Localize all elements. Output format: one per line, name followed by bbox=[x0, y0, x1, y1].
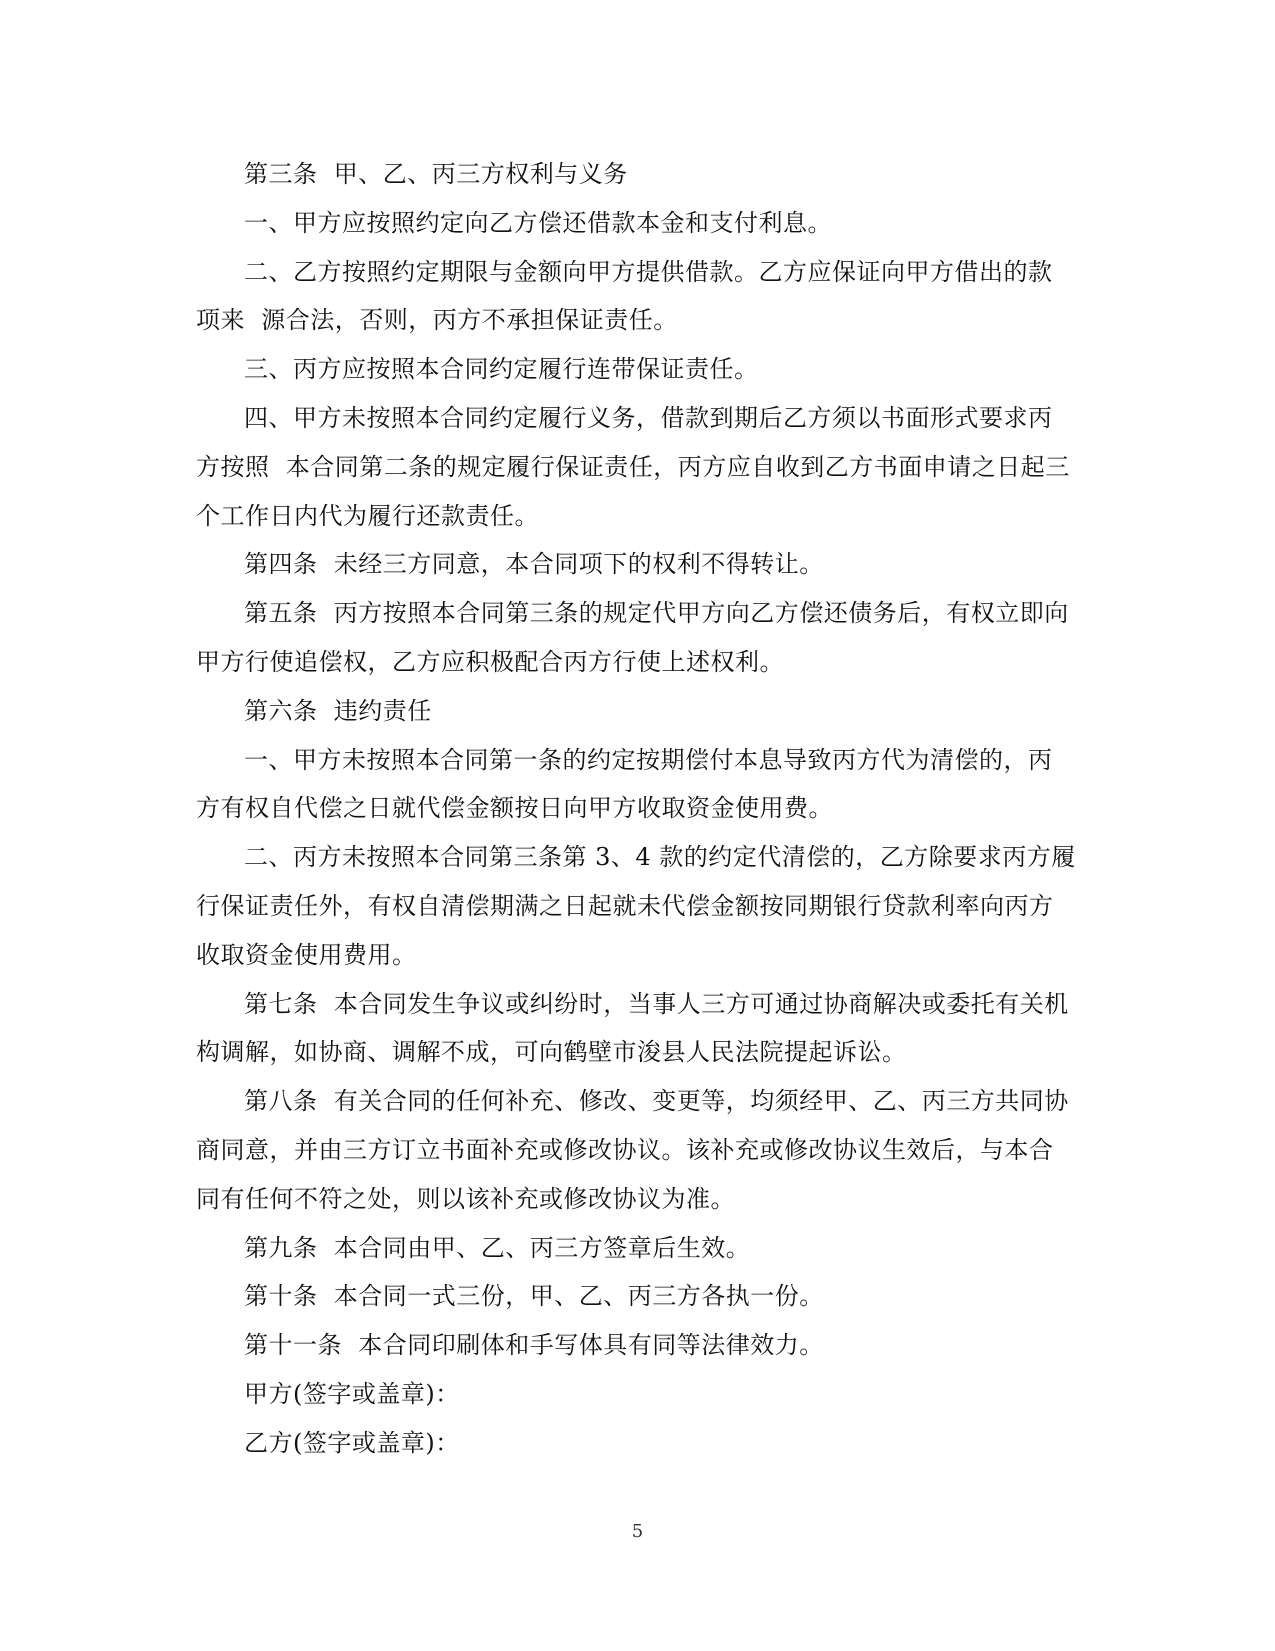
clause-3-item-4: 四、甲方未按照本合同约定履行义务，借款到期后乙方须以书面形式要求丙方按照 本合同第二条的规定履行保证责任，丙方应自收到乙方书面申请之日起三个工作日内代为履行还款责任。 bbox=[196, 403, 1070, 530]
clause-4: 第四条 未经三方同意，本合同项下的权利不得转让。 bbox=[244, 550, 824, 579]
clause-9: 第九条 本合同由甲、乙、丙三方签章后生效。 bbox=[244, 1233, 751, 1262]
clause-10: 第十条 本合同一式三份，甲、乙、丙三方各执一份。 bbox=[244, 1282, 824, 1311]
clause-5: 第五条 丙方按照本合同第三条的规定代甲方向乙方偿还债务后，有权立即向甲方行使追偿权，乙方应积极配合丙方行使上述权利。 bbox=[196, 599, 1069, 676]
clause-3-item-2: 二、乙方按照约定期限与金额向甲方提供借款。乙方应保证向甲方借出的款项来 源合法，否则，丙方不承担保证责任。 bbox=[196, 257, 1053, 335]
clause-8: 第八条 有关合同的任何补充、修改、变更等，均须经甲、乙、丙三方共同协商同意，并由三方订立书面补充或修改协议。该补充或修改协议生效后，与本合 同有任何不符之处，则以该补充或修改协议为准。 bbox=[196, 1087, 1070, 1213]
party-a-signature-line: 甲方(签字或盖章)： bbox=[244, 1379, 460, 1408]
clause-11: 第十一条 本合同印刷体和手写体具有同等法律效力。 bbox=[244, 1331, 824, 1360]
clause-6-heading: 第六条 违约责任 bbox=[244, 696, 432, 725]
party-b-signature-line: 乙方(签字或盖章)： bbox=[244, 1428, 460, 1457]
clause-3-item-3: 三、丙方应按照本合同约定履行连带保证责任。 bbox=[244, 355, 759, 384]
document-body bbox=[196, 150, 1076, 1468]
clause-3-heading: 第三条 甲、乙、丙三方权利与义务 bbox=[244, 160, 628, 188]
clause-3-item-1: 一、甲方应按照约定向乙方偿还借款本金和支付利息。 bbox=[244, 208, 832, 237]
clause-6-item-2: 二、丙方未按照本合同第三条第 3、4 款的约定代清偿的，乙方除要求丙方履行保证责任外，有权自清偿期满之日起就未代偿金额按同期银行贷款利率向丙方收取资金使用费用。 bbox=[196, 843, 1076, 969]
clause-7: 第七条 本合同发生争议或纠纷时，当事人三方可通过协商解决或委托有关机构调解，如协商、调解不成，可向鹤壁市浚县人民法院提起诉讼。 bbox=[196, 989, 1069, 1067]
page-number: 5 bbox=[631, 1521, 644, 1542]
clause-6-item-1: 一、甲方未按照本合同第一条的约定按期偿付本息导致丙方代为清偿的，丙方有权自代偿之日就代偿金额按日向甲方收取资金使用费。 bbox=[196, 745, 1053, 823]
